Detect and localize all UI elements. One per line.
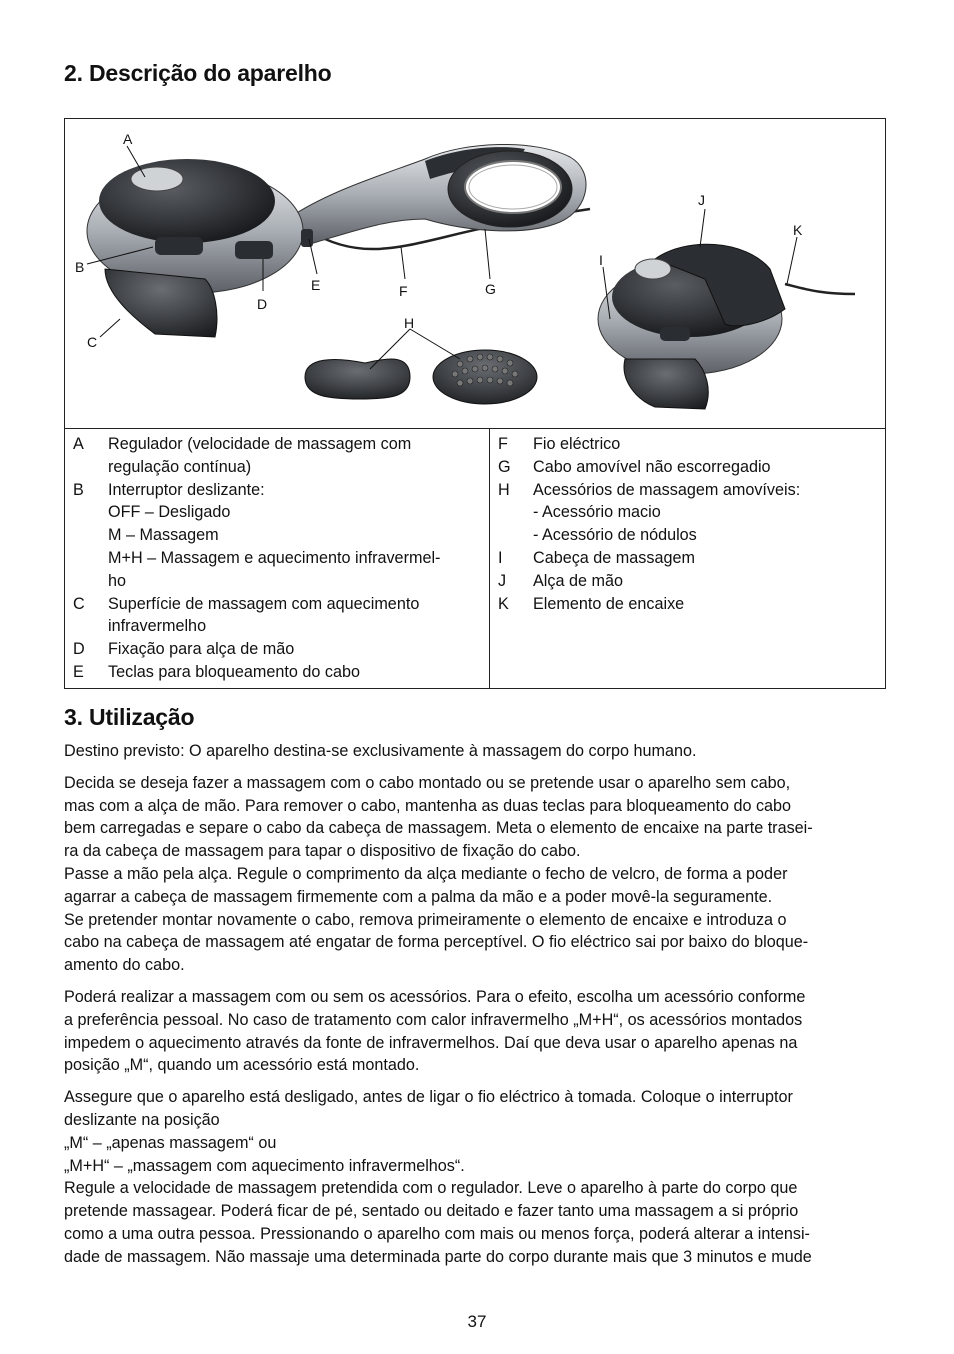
legend-item-F [498,433,878,456]
legend-line: Interruptor deslizante: [108,480,265,499]
text-line: pretende massagear. Poderá ficar de pé, sentado ou deitado e fazer tanto uma massagem a si próprio [64,1202,799,1221]
text-line: bem carregadas e separe o cabo da cabeça de massagem. Meta o elemento de encaixe na parte trasei- [64,819,813,838]
label-D: D [257,296,268,312]
text-line: Regule a velocidade de massagem pretendida com o regulador. Leve o aparelho à parte do corpo que [64,1179,798,1198]
legend-line: regulação contínua) [108,457,252,476]
legend-text [533,456,878,479]
legend-line: OFF – Desligado [108,503,231,522]
text-line: a preferência pessoal. No caso de tratamento com calor infravermelho „M+H“, os acessórios montados [64,1010,803,1029]
usage-body [64,740,889,1278]
label-C: C [87,334,98,350]
legend-line: Alça de mão [533,571,623,590]
legend-line: Elemento de encaixe [533,594,685,613]
legend-item-E [73,661,481,684]
legend-item-K [498,593,878,616]
text-line: Decida se deseja fazer a massagem com o cabo montado ou se pretende usar o aparelho sem cabo, [64,773,791,792]
legend-text [533,547,878,570]
accessories [305,350,537,404]
text-line: Poderá realizar a massagem com ou sem os acessórios. Para o efeito, escolha um acessório conforme [64,987,806,1006]
text-line: como a uma outra pessoa. Pressionando o aparelho com mais ou menos força, poderá alterar a intensi- [64,1224,810,1243]
label-F: F [399,283,408,299]
text-line: Destino previsto: O aparelho destina-se exclusivamente à massagem do corpo humano. [64,742,697,760]
section-title-usage: 3. Utilização [64,704,195,730]
text-line: deslizante na posição [64,1110,220,1129]
legend-key: D [73,640,85,659]
legend-text [108,479,481,593]
legend-text [108,433,481,479]
text-line: Passe a mão pela alça. Regule o comprimento da alça mediante o fecho de velcro, de forma a poder [64,864,788,883]
legend-key: I [498,548,503,567]
label-K: K [793,222,803,238]
legend-column-right [498,433,878,615]
label-G: G [485,281,496,297]
massager-head [87,159,313,337]
text-line: impedem o aquecimento através da fonte de infravermelhos. Daí que deva usar o aparelho apenas na [64,1033,798,1052]
legend-key: A [73,435,84,453]
legend-line: M – Massagem [108,526,219,545]
label-H: H [404,315,415,331]
label-I: I [599,252,603,268]
device-illustration [64,118,886,429]
legend-key: J [498,571,507,590]
section-title-description: 2. Descrição do aparelho [64,60,332,86]
legend-key: B [73,480,84,499]
paragraph [64,986,889,1077]
legend-line: Teclas para bloqueamento do cabo [108,662,360,681]
paragraph [64,740,889,763]
legend-item-C [73,593,481,639]
page-number: 37 [467,1312,487,1331]
text-line: posição „M“, quando um acessório está montado. [64,1056,420,1075]
legend-column-left [73,433,481,684]
legend-key: E [73,662,84,681]
legend-line: Acessórios de massagem amovíveis: [533,480,801,499]
legend-line: Fio eléctrico [533,435,621,453]
legend-line: - Acessório macio [533,503,661,522]
label-J: J [698,192,705,208]
legend-item-B [73,479,481,593]
legend-key: K [498,594,509,613]
legend-key: F [498,435,508,453]
legend-line: Regulador (velocidade de massagem com [108,435,412,453]
legend-line: - Acessório de nódulos [533,526,697,545]
legend-line: ho [108,571,127,590]
legend-line: Cabo amovível não escorregadio [533,457,771,476]
text-line: agarrar a cabeça de massagem firmemente com a palma da mão e a poder movê-la seguramente. [64,887,773,906]
label-E: E [311,277,321,293]
text-line: cabo na cabeça de massagem até engatar de forma perceptível. O fio eléctrico sai por baixo do bloque- [64,933,809,952]
text-line: Assegure que o aparelho está desligado, antes de ligar o fio eléctrico à tomada. Coloque o interruptor [64,1088,793,1107]
paragraph [64,1086,889,1268]
legend-key: C [73,594,85,613]
legend-text [533,593,878,616]
legend-item-H [498,479,878,547]
legend-item-D [73,638,481,661]
text-line: amento do cabo. [64,956,185,975]
legend-text [533,479,878,547]
legend-line: Cabeça de massagem [533,548,695,567]
label-A: A [123,131,133,147]
legend-line: Fixação para alça de mão [108,640,295,659]
legend-text [533,433,878,456]
legend-text [108,593,481,639]
paragraph [64,772,889,977]
text-line: ra da cabeça de massagem para tapar o dispositivo de fixação do cabo. [64,842,581,861]
legend-text [108,638,481,661]
legend-item-A [73,433,481,479]
legend-text [533,570,878,593]
legend-item-G [498,456,878,479]
text-line: „M+H“ – „massagem com aquecimento infravermelhos“. [64,1156,465,1175]
legend-divider [489,429,490,688]
text-line: mas com a alça de mão. Para remover o cabo, mantenha as duas teclas para bloqueamento do cabo [64,796,792,815]
legend-line: Superfície de massagem com aquecimento [108,594,420,613]
legend-line: M+H – Massagem e aquecimento infravermel- [108,548,441,567]
text-line: „M“ – „apenas massagem“ ou [64,1133,277,1152]
massager-head-with-strap [598,244,855,409]
handle [295,144,586,244]
legend-item-J [498,570,878,593]
legend-item-I [498,547,878,570]
label-B: B [75,259,85,275]
text-line: dade de massagem. Não massaje uma determinada parte do corpo durante mais que 3 minutos e mude [64,1247,812,1266]
legend-table [64,429,886,689]
legend-text [108,661,481,684]
legend-line: infravermelho [108,617,207,636]
massager-drawing [65,119,887,430]
legend-key: G [498,457,511,476]
text-line: Se pretender montar novamente o cabo, remova primeiramente o elemento de encaixe e introduza o [64,910,787,929]
legend-key: H [498,480,510,499]
